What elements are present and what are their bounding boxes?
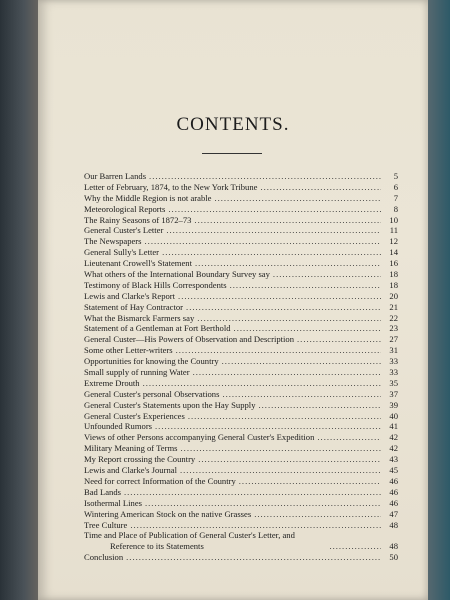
toc-entry-title: What the Bismarck Farmers say [84,312,195,323]
toc-entry-title: General Custer's Letter [84,225,164,236]
toc-page-number: 48 [389,541,398,552]
dot-leader [194,215,381,226]
toc-page-number: 5 [393,171,398,181]
toc-page-number: 10 [389,214,398,225]
toc-entry [84,411,398,422]
toc-entry-title: Bad Lands [84,486,121,497]
toc-page-number: 16 [389,258,398,269]
toc-page-number: 33 [389,356,398,367]
toc-entry-title: Why the Middle Region is not arable [84,192,212,203]
toc-page-number: 23 [389,323,398,334]
dot-leader [145,498,381,509]
dot-leader [176,345,381,356]
toc-entry-title: My Report crossing the Country [84,454,196,465]
toc-page-number: 18 [389,269,398,280]
toc-entry-title [84,530,326,552]
dot-leader [222,389,381,400]
toc-entry [84,400,398,411]
toc-entry-title-line1: Time and Place of Publication of General Custer's Letter, and [84,530,295,541]
toc-page-number: 31 [389,345,398,356]
toc-page-number: 33 [389,367,398,378]
dot-leader [230,280,381,291]
toc-entry-title: Lieutenant Crowell's Statement [84,258,192,269]
toc-entry-title: Statement of Hay Contractor [84,301,184,312]
toc-entry [84,182,398,193]
toc-entry [84,193,398,204]
title-rule [202,153,262,154]
dot-leader [130,520,381,531]
toc-entry-title: Testimony of Black Hills Correspondents [84,279,227,290]
toc-page-number: 43 [389,454,398,465]
toc-entry [84,389,398,400]
dot-leader [155,421,381,432]
toc-entry [84,225,398,236]
toc-entry [84,323,398,334]
dot-leader [162,247,381,258]
toc-entry [84,476,398,487]
toc-entry [84,345,398,356]
toc-page-number: 46 [389,497,398,508]
toc-entry [84,291,398,302]
toc-entry-title: General Custer's personal Observations [84,388,220,399]
dot-leader [297,334,381,345]
toc-page-number: 7 [393,192,398,203]
toc-entry-title: The Rainy Seasons of 1872–73 [84,214,192,225]
dot-leader [145,236,381,247]
toc-entry [84,454,398,465]
toc-entry [84,520,398,531]
toc-page-number: 48 [389,519,398,530]
dot-leader [197,313,381,324]
toc-entry [84,487,398,498]
toc-entry-title: Lewis and Clarke's Report [84,290,176,301]
dot-leader [222,356,381,367]
toc-entry-title: The Newspapers [84,236,142,247]
toc-entry-title: Unfounded Rumors [84,421,153,432]
toc-entry-title: Statement of a Gentleman at Fort Berthold [84,323,231,334]
toc-entry [84,530,398,552]
toc-page-number: 35 [389,377,398,388]
toc-entry-title: General Sully's Letter [84,247,160,258]
toc-entry [84,465,398,476]
toc-page-number: 46 [389,475,398,486]
toc-entry-title: Some other Letter-writers [84,345,173,356]
dot-leader [149,171,381,182]
toc-entry [84,280,398,291]
dot-leader [273,269,381,280]
toc-page-number: 41 [389,421,398,432]
toc-entry-title: Views of other Persons accompanying General Custer's Expedition [84,432,315,443]
dot-leader [181,443,381,454]
toc-entry [84,509,398,520]
toc-page-number: 18 [389,279,398,290]
toc-entry [84,313,398,324]
background-left [0,0,40,600]
toc-entry-title: Letter of February, 1874, to the New York Tribune [84,181,258,192]
toc-entry-title: Military Meaning of Terms [84,443,178,454]
toc-entry [84,269,398,280]
toc-entry [84,498,398,509]
toc-entry [84,378,398,389]
toc-entry-title: Tree Culture [84,519,128,530]
dot-leader [193,367,381,378]
dot-leader [178,291,381,302]
toc-page-number: 40 [389,410,398,421]
dot-leader [260,182,381,193]
dot-leader [143,378,381,389]
toc-entry [84,356,398,367]
table-of-contents [84,171,398,563]
toc-page-number: 21 [389,301,398,312]
dot-leader [186,302,381,313]
toc-page-number: 27 [389,334,398,345]
dot-leader [126,552,381,563]
toc-entry [84,247,398,258]
dot-leader [234,323,381,334]
toc-page-number: 46 [389,486,398,497]
dot-leader [124,487,381,498]
dot-leader [254,509,381,520]
toc-entry-title: General Custer's Experiences [84,410,185,421]
toc-entry [84,367,398,378]
toc-page-number: 11 [389,225,398,236]
dot-leader [166,225,381,236]
toc-entry [84,302,398,313]
toc-page-number: 20 [389,290,398,301]
dot-leader [214,193,381,204]
toc-page-number: 12 [389,236,398,247]
toc-entry-title: Extreme Drouth [84,377,140,388]
toc-page-number: 39 [389,399,398,410]
toc-entry-title: Isothermal Lines [84,497,142,508]
dot-leader [188,411,381,422]
toc-entry [84,552,398,563]
dot-leader [168,204,381,215]
dot-leader [239,476,381,487]
dot-leader [329,541,381,552]
toc-page-number: 22 [389,312,398,323]
toc-entry-title: Need for correct Information of the Country [84,475,236,486]
toc-page-number: 8 [393,203,398,214]
toc-page-number: 42 [389,443,398,454]
toc-entry-title: General Custer—His Powers of Observation and Description [84,334,295,345]
toc-page-number: 45 [389,465,398,476]
toc-entry [84,432,398,443]
toc-page-number: 50 [389,552,398,563]
toc-page-number: 14 [389,247,398,258]
toc-entry [84,334,398,345]
toc-entry-title: Opportunities for knowing the Country [84,356,219,367]
toc-page-number: 6 [393,181,398,192]
toc-entry-title: Small supply of running Water [84,367,190,378]
toc-page-number: 47 [389,508,398,519]
toc-entry [84,443,398,454]
toc-page-number: 37 [389,388,398,399]
book-page [38,0,428,600]
toc-entry [84,258,398,269]
toc-entry [84,204,398,215]
toc-entry [84,236,398,247]
toc-entry-title: General Custer's Statements upon the Hay Supply [84,399,256,410]
toc-entry-title: What others of the International Boundary Survey say [84,269,270,280]
toc-entry-title: Conclusion [84,552,124,563]
toc-entry-title: Lewis and Clarke's Journal [84,465,177,476]
toc-entry-title: Meteorological Reports [84,203,166,214]
dot-leader [195,258,381,269]
toc-entry-title: Wintering American Stock on the native Grasses [84,508,252,519]
toc-entry [84,215,398,226]
toc-entry-title: Our Barren Lands [84,171,147,181]
page-title: CONTENTS. [176,114,290,135]
dot-leader [198,454,381,465]
toc-entry [84,171,398,182]
toc-page-number: 42 [389,432,398,443]
toc-entry [84,421,398,432]
dot-leader [180,465,381,476]
dot-leader [259,400,382,411]
dot-leader [317,432,381,443]
toc-entry-title-line2: Reference to its Statements [110,541,204,552]
